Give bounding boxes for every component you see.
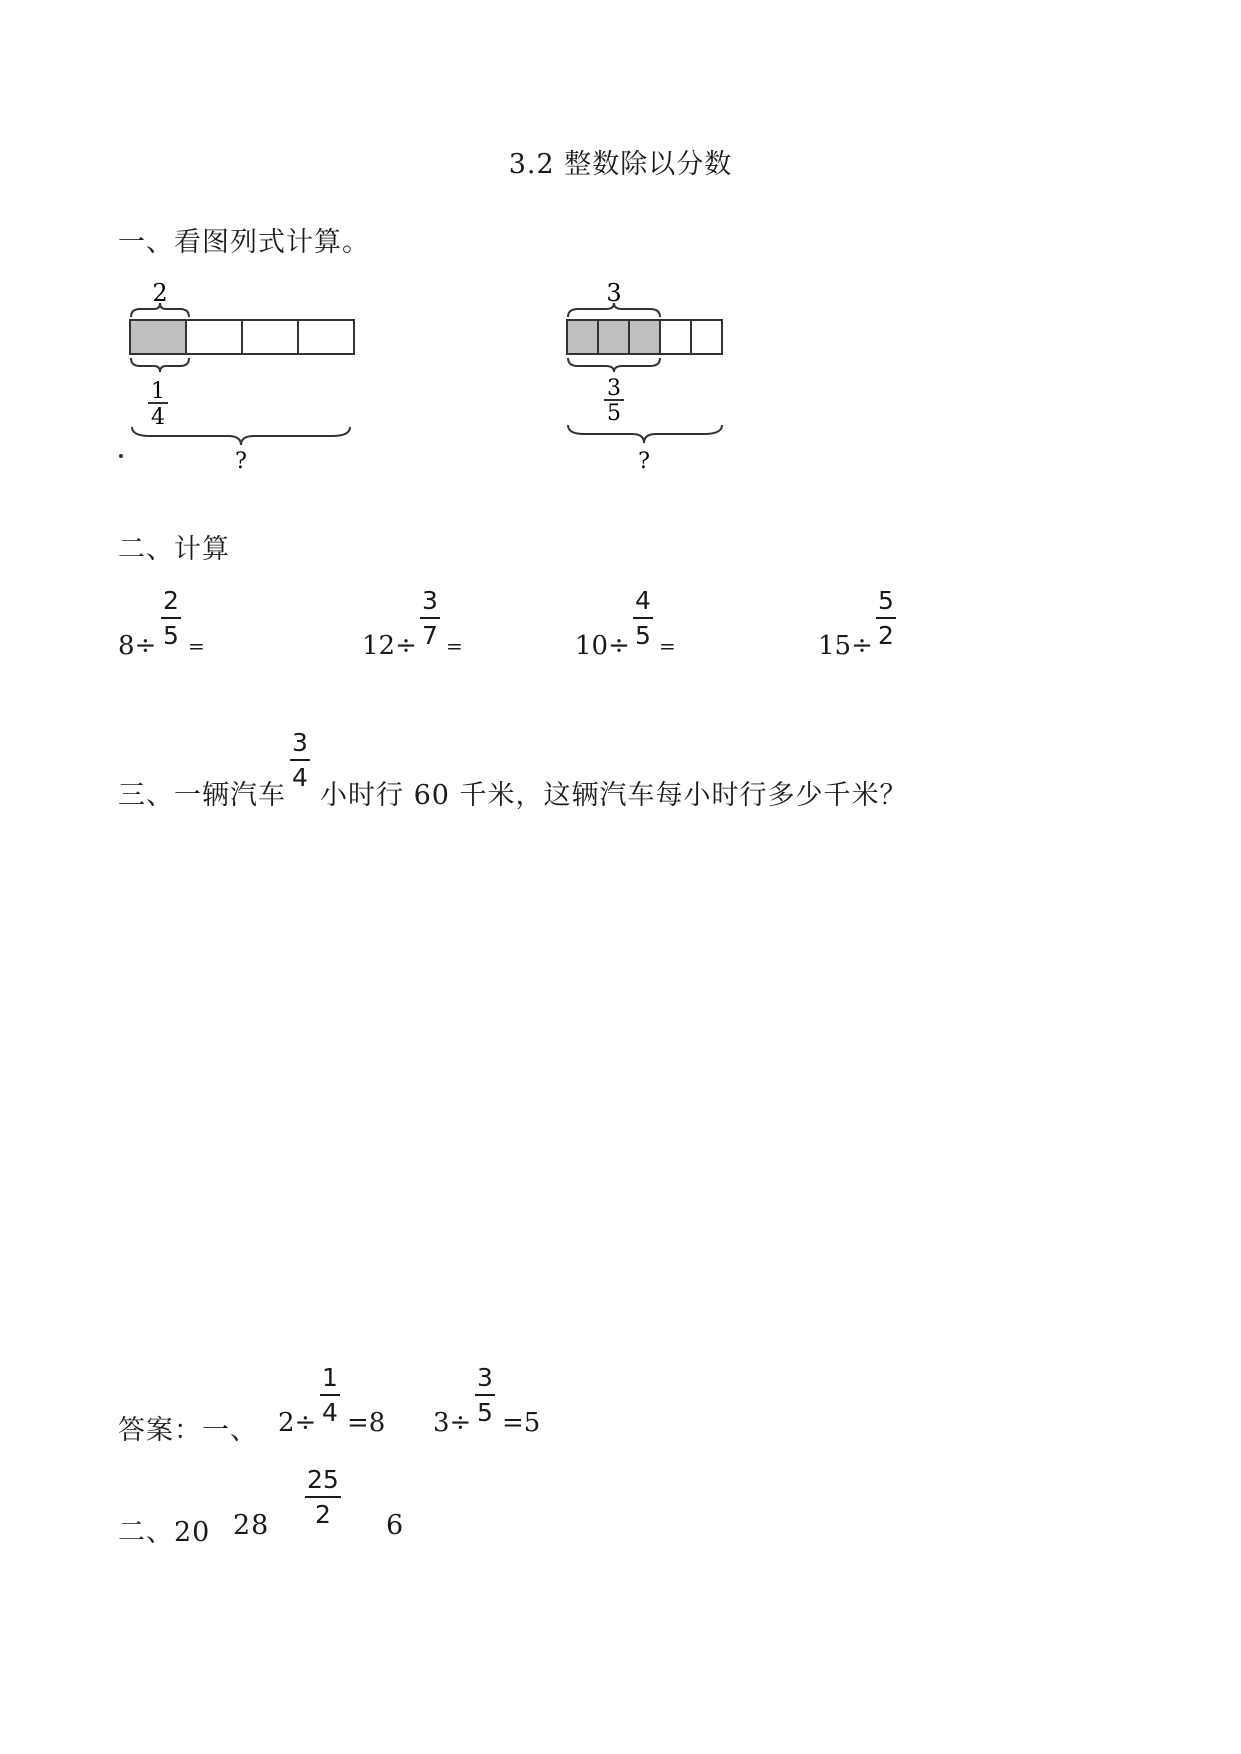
- fraction-bar: [876, 617, 896, 619]
- problem-4-whole-op: [818, 631, 873, 661]
- fraction-bar: [420, 617, 440, 619]
- problem-1-eq: =: [188, 634, 205, 658]
- problem-3-eq: =: [659, 634, 676, 658]
- problem-4-den: 2: [878, 621, 894, 650]
- problem-4-num: 5: [878, 586, 894, 615]
- section1-heading: 一、看图列式计算。: [118, 227, 370, 258]
- problem-3-num: 4: [635, 586, 651, 615]
- problem-1-whole: 8: [118, 631, 135, 661]
- answer-1-fraction: [320, 1365, 340, 1425]
- divide-sign: ÷: [851, 631, 873, 661]
- diagram2-top-brace: [568, 303, 660, 317]
- section3-prefix: 三、一辆汽车: [118, 780, 286, 811]
- divide-sign: ÷: [294, 1408, 317, 1438]
- diagram1-fraction-num: 1: [151, 379, 165, 404]
- answer-2-result: =5: [502, 1408, 541, 1438]
- diagram1-box-shaded: [130, 320, 186, 354]
- diagram1-fraction-den: 4: [151, 405, 165, 430]
- diagram2-fraction-num: 3: [607, 376, 621, 401]
- diagram2-box-shaded: [629, 320, 660, 354]
- diagram2-box-shaded: [567, 320, 598, 354]
- section3-suffix: 小时行 60 千米，这辆汽车每小时行多少千米？: [320, 780, 908, 811]
- answer-2-fraction: [475, 1365, 495, 1425]
- diagram1-box: [298, 320, 354, 354]
- problem-2-den: 7: [422, 621, 438, 650]
- problem-2-num: 3: [422, 586, 438, 615]
- problem-2-whole-op: [362, 631, 417, 661]
- section2-heading: 二、计算: [118, 534, 230, 565]
- divide-sign: ÷: [134, 631, 157, 661]
- answer-1-num: 1: [322, 1363, 338, 1392]
- answers-frac-den: 2: [314, 1500, 331, 1529]
- answers-label: 答案：一、: [118, 1415, 258, 1446]
- page-title: 3.2 整数除以分数: [508, 149, 733, 180]
- bar-diagram-1: [110, 270, 370, 475]
- answer-2-whole: 3: [433, 1408, 450, 1438]
- fraction-bar: [475, 1394, 495, 1396]
- diagram1-bottom-brace: [131, 358, 189, 372]
- answers-line2-fraction: [305, 1467, 341, 1527]
- answers-line2-d: 6: [386, 1510, 405, 1541]
- answer-1-whole: 2: [278, 1408, 295, 1438]
- diagram2-box: [660, 320, 691, 354]
- divide-sign: ÷: [395, 631, 417, 661]
- fraction-bar: [320, 1394, 340, 1396]
- problem-1-den: 5: [163, 621, 179, 650]
- diagram2-fraction-den: 5: [607, 401, 621, 426]
- diagram1-top-label: 2: [152, 279, 168, 307]
- diagram1-box: [186, 320, 242, 354]
- diagram1-box: [242, 320, 298, 354]
- problem-3-whole: 10: [575, 631, 609, 661]
- diagram2-bottom-brace: [568, 358, 660, 372]
- answer-1-result: =8: [347, 1408, 386, 1438]
- stray-dot: [119, 454, 123, 458]
- section3-den: 4: [292, 763, 308, 792]
- answer-1-den: 4: [322, 1398, 338, 1427]
- answers-line2-prefix: 二、20: [118, 1517, 211, 1548]
- problem-3-den: 5: [635, 621, 651, 650]
- diagram1-top-brace: [131, 303, 189, 317]
- fraction-bar: [290, 759, 310, 761]
- diagram1-total-label: ?: [235, 449, 247, 474]
- section3-num: 3: [292, 728, 308, 757]
- answers-frac-num: 25: [307, 1465, 339, 1494]
- problem-4-fraction: [876, 588, 896, 648]
- answer-2-whole-op: [433, 1408, 471, 1438]
- problem-2-fraction: [420, 588, 440, 648]
- problem-1-num: 2: [163, 586, 179, 615]
- answer-2-num: 3: [477, 1363, 493, 1392]
- problem-1-fraction: [161, 588, 181, 648]
- divide-sign: ÷: [608, 631, 630, 661]
- diagram2-top-label: 3: [606, 279, 622, 307]
- problem-4-whole: 15: [818, 631, 852, 661]
- problem-2-whole: 12: [362, 631, 396, 661]
- answer-1-whole-op: [278, 1408, 316, 1438]
- problem-2-eq: =: [446, 634, 463, 658]
- problem-3-whole-op: [575, 631, 630, 661]
- diagram2-total-brace: [568, 425, 722, 443]
- divide-sign: ÷: [449, 1408, 472, 1438]
- problem-1-whole-op: [118, 631, 156, 661]
- answers-line2-b: 28: [233, 1510, 270, 1541]
- answer-2-den: 5: [477, 1398, 493, 1427]
- section3-fraction: [290, 730, 310, 790]
- problem-3-fraction: [633, 588, 653, 648]
- diagram2-total-label: ?: [638, 449, 650, 474]
- diagram2-box: [691, 320, 722, 354]
- fraction-bar: [305, 1496, 341, 1498]
- bar-diagram-2: [560, 270, 740, 475]
- fraction-bar: [633, 617, 653, 619]
- fraction-bar: [161, 617, 181, 619]
- diagram2-box-shaded: [598, 320, 629, 354]
